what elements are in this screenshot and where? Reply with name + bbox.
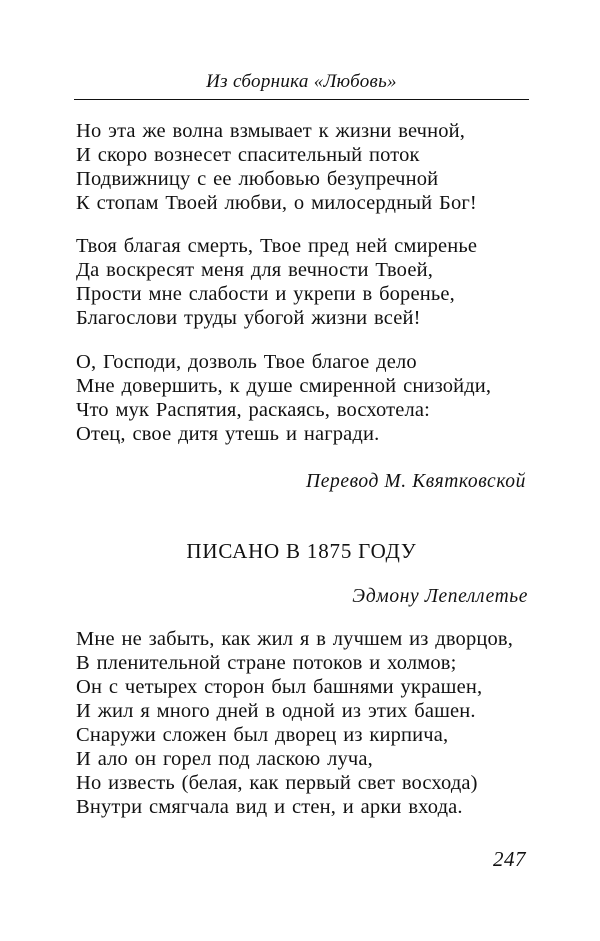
- poem-line: Мне довершить, к душе смиренной снизойди,: [76, 375, 492, 397]
- poem-line: Подвижницу с ее любовью безупречной: [76, 168, 439, 190]
- translator-credit: Перевод М. Квятковской: [306, 471, 526, 492]
- running-head: Из сборника «Любовь»: [206, 71, 397, 92]
- poem-line: О, Господи, дозволь Твое благое дело: [76, 351, 417, 373]
- stanza-1: [76, 119, 477, 215]
- poem-line: Благослови труды убогой жизни всей!: [76, 307, 421, 329]
- poem-line: Он с четырех сторон был башнями украшен,: [76, 676, 483, 698]
- header-rule: [74, 99, 529, 100]
- stanza-2: [76, 234, 477, 330]
- poem-line: Да воскресят меня для вечности Твоей,: [76, 259, 433, 281]
- poem-line: В пленительной стране потоков и холмов;: [76, 652, 457, 674]
- poem-line: И ало он горел под ласкою луча,: [76, 748, 373, 770]
- poem-line: Твоя благая смерть, Твое пред ней смиренье: [76, 235, 478, 257]
- poem-line: И скоро вознесет спасительный поток: [76, 144, 420, 166]
- page-number: 247: [493, 847, 526, 871]
- poem-line: И жил я много дней в одной из этих башен.: [76, 700, 476, 722]
- stanza-second-poem: [76, 627, 513, 819]
- poem-dedication: Эдмону Лепеллетье: [352, 586, 528, 607]
- poem-line: Но эта же волна взмывает к жизни вечной,: [76, 120, 466, 142]
- poem-line: К стопам Твоей любви, о милосердный Бог!: [76, 192, 477, 214]
- poem-title: ПИСАНО В 1875 ГОДУ: [186, 539, 417, 563]
- poem-line: Мне не забыть, как жил я в лучшем из дворцов,: [76, 628, 513, 650]
- stanza-3: [76, 350, 491, 446]
- poem-line: Снаружи сложен был дворец из кирпича,: [76, 724, 449, 746]
- poem-line: Прости мне слабости и укрепи в боренье,: [76, 283, 455, 305]
- poem-line: Но известь (белая, как первый свет восхода): [76, 772, 478, 794]
- poem-line: Отец, свое дитя утешь и награди.: [76, 423, 380, 445]
- poem-line: Что мук Распятия, раскаясь, восхотела:: [76, 399, 430, 421]
- poem-line: Внутри смягчала вид и стен, и арки входа.: [76, 796, 463, 818]
